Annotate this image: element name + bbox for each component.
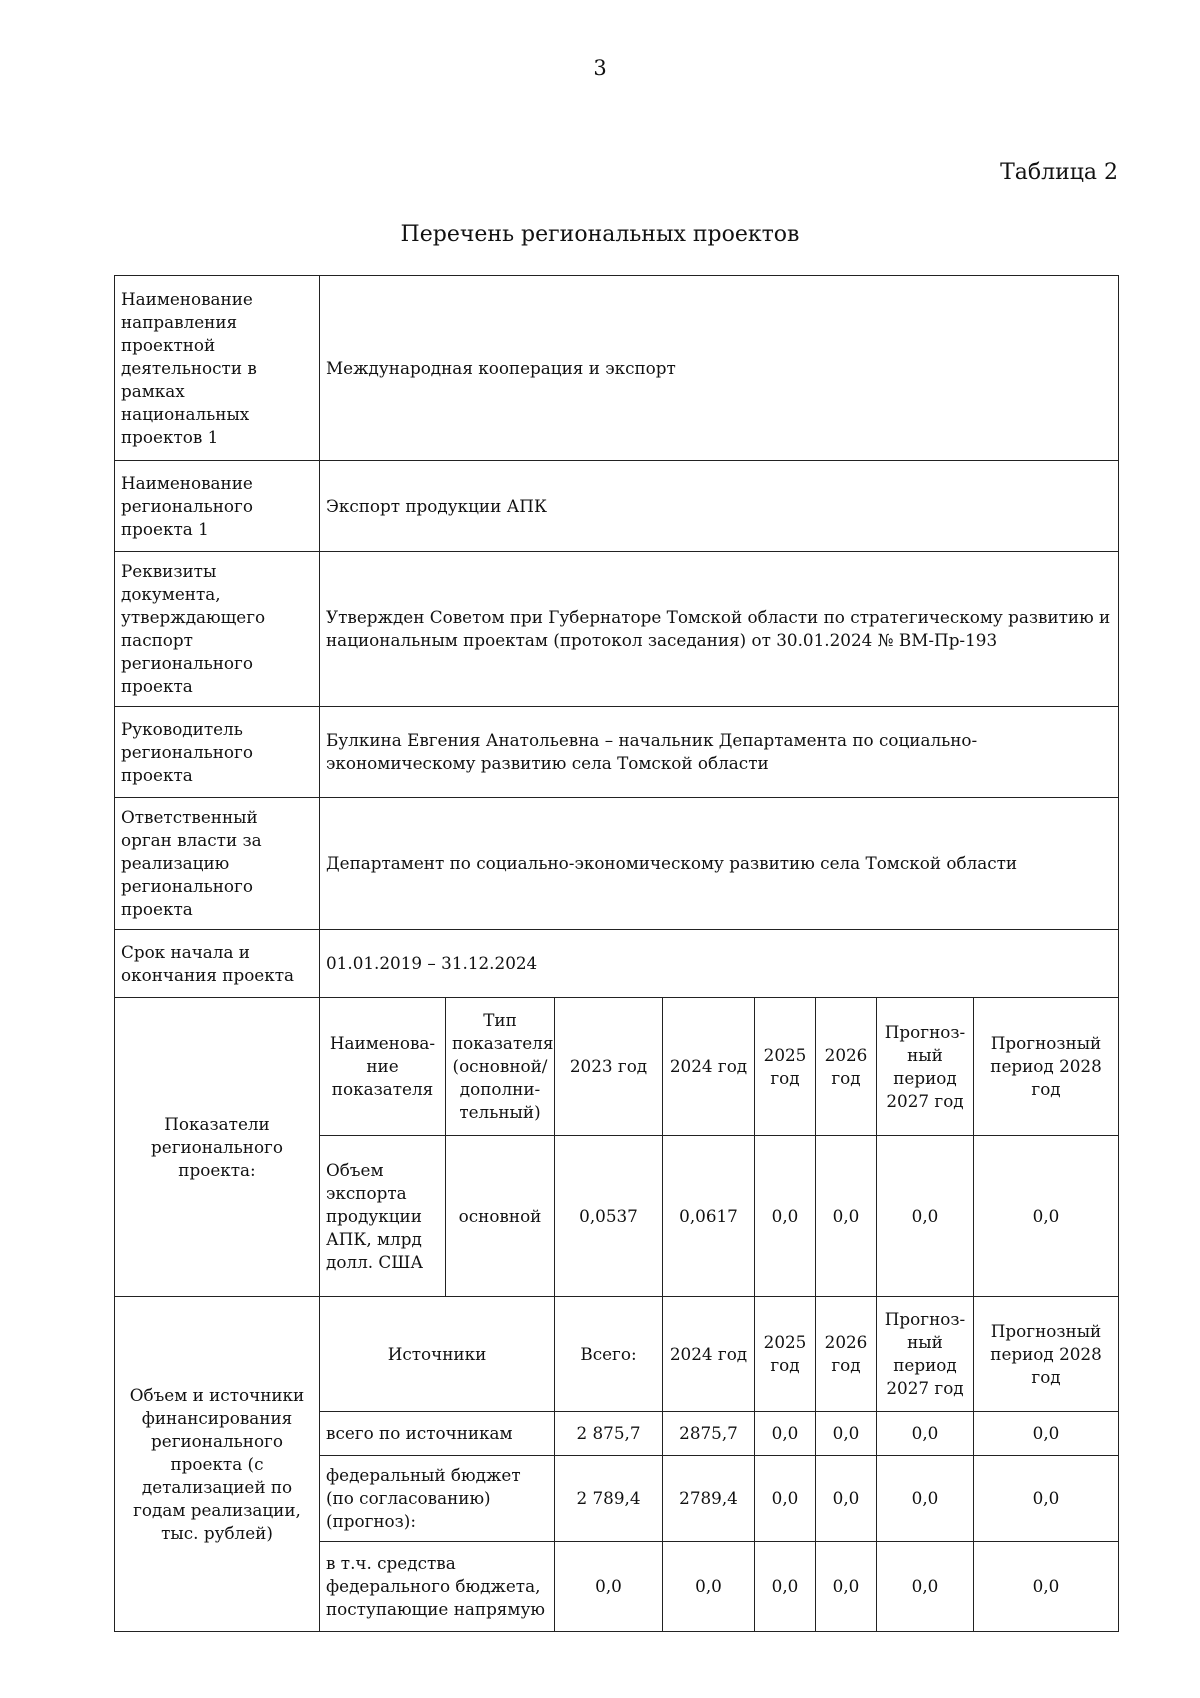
direction-label: Наименование направления проектной деятельности в рамках национальных проектов 1: [115, 276, 320, 461]
indicator-2028: 0,0: [974, 1136, 1119, 1297]
financing-total: 2 875,7: [555, 1412, 663, 1456]
row-project: [115, 461, 1119, 552]
financing-2028: 0,0: [974, 1542, 1119, 1632]
financing-2024: 0,0: [663, 1542, 755, 1632]
financing-2026-header: 2026 год: [816, 1297, 877, 1412]
head-label: Руководитель регионального проекта: [115, 707, 320, 798]
indicator-2027: 0,0: [877, 1136, 974, 1297]
financing-source: в т.ч. средства федерального бюджета, поступающие напрямую: [320, 1542, 555, 1632]
row-body: [115, 798, 1119, 930]
financing-source: федеральный бюджет (по согласованию) (прогноз):: [320, 1456, 555, 1542]
indicator-type-header: Тип показателя (основной/ дополни-тельный): [446, 998, 555, 1136]
document-label: Реквизиты документа, утверждающего паспорт регионального проекта: [115, 552, 320, 707]
indicators-label: Показатели регионального проекта:: [115, 998, 320, 1297]
regional-projects-table: [114, 275, 1119, 1632]
indicators-header-row: [115, 998, 1119, 1136]
project-value: Экспорт продукции АПК: [320, 461, 1119, 552]
row-direction: [115, 276, 1119, 461]
financing-2026: 0,0: [816, 1412, 877, 1456]
financing-2028: 0,0: [974, 1412, 1119, 1456]
indicator-2025: 0,0: [755, 1136, 816, 1297]
row-term: [115, 930, 1119, 998]
financing-total: 0,0: [555, 1542, 663, 1632]
financing-2025: 0,0: [755, 1412, 816, 1456]
indicator-2028-header: Прогнозный период 2028 год: [974, 998, 1119, 1136]
financing-2028-header: Прогнозный период 2028 год: [974, 1297, 1119, 1412]
financing-2026: 0,0: [816, 1456, 877, 1542]
financing-sources-header: Источники: [320, 1297, 555, 1412]
financing-source: всего по источникам: [320, 1412, 555, 1456]
financing-2025-header: 2025 год: [755, 1297, 816, 1412]
indicator-name-header: Наименова-ние показателя: [320, 998, 446, 1136]
body-label: Ответственный орган власти за реализацию регионального проекта: [115, 798, 320, 930]
financing-total: 2 789,4: [555, 1456, 663, 1542]
head-value: Булкина Евгения Анатольевна – начальник Департамента по социально-экономическому развитию села Томской области: [320, 707, 1119, 798]
document-title: Перечень региональных проектов: [400, 222, 800, 247]
financing-2024: 2789,4: [663, 1456, 755, 1542]
indicator-2023: 0,0537: [555, 1136, 663, 1297]
financing-2024: 2875,7: [663, 1412, 755, 1456]
financing-2025: 0,0: [755, 1456, 816, 1542]
indicator-type: основной: [446, 1136, 555, 1297]
term-value: 01.01.2019 – 31.12.2024: [320, 930, 1119, 998]
row-head: [115, 707, 1119, 798]
project-label: Наименование регионального проекта 1: [115, 461, 320, 552]
financing-total-header: Всего:: [555, 1297, 663, 1412]
financing-2027-header: Прогноз-ный период 2027 год: [877, 1297, 974, 1412]
table-label: Таблица 2: [1000, 160, 1118, 185]
indicator-2027-header: Прогноз-ный период 2027 год: [877, 998, 974, 1136]
financing-header-row: [115, 1297, 1119, 1412]
document-value: Утвержден Советом при Губернаторе Томской области по стратегическому развитию и национальным проектам (протокол заседания) от 30.01.2024 № ВМ-Пр-193: [320, 552, 1119, 707]
body-value: Департамент по социально-экономическому развитию села Томской области: [320, 798, 1119, 930]
financing-2027: 0,0: [877, 1456, 974, 1542]
indicator-2026: 0,0: [816, 1136, 877, 1297]
row-document: [115, 552, 1119, 707]
financing-2026: 0,0: [816, 1542, 877, 1632]
financing-2024-header: 2024 год: [663, 1297, 755, 1412]
direction-value: Международная кооперация и экспорт: [320, 276, 1119, 461]
indicator-2024-header: 2024 год: [663, 998, 755, 1136]
financing-label: Объем и источники финансирования регионального проекта (с детализацией по годам реализации, тыс. рублей): [115, 1297, 320, 1632]
financing-2028: 0,0: [974, 1456, 1119, 1542]
page-number: 3: [593, 56, 607, 80]
indicator-2025-header: 2025 год: [755, 998, 816, 1136]
indicator-name: Объем экспорта продукции АПК, млрд долл. США: [320, 1136, 446, 1297]
financing-2027: 0,0: [877, 1542, 974, 1632]
indicator-2023-header: 2023 год: [555, 998, 663, 1136]
financing-2027: 0,0: [877, 1412, 974, 1456]
term-label: Срок начала и окончания проекта: [115, 930, 320, 998]
indicator-2024: 0,0617: [663, 1136, 755, 1297]
financing-2025: 0,0: [755, 1542, 816, 1632]
indicator-2026-header: 2026 год: [816, 998, 877, 1136]
